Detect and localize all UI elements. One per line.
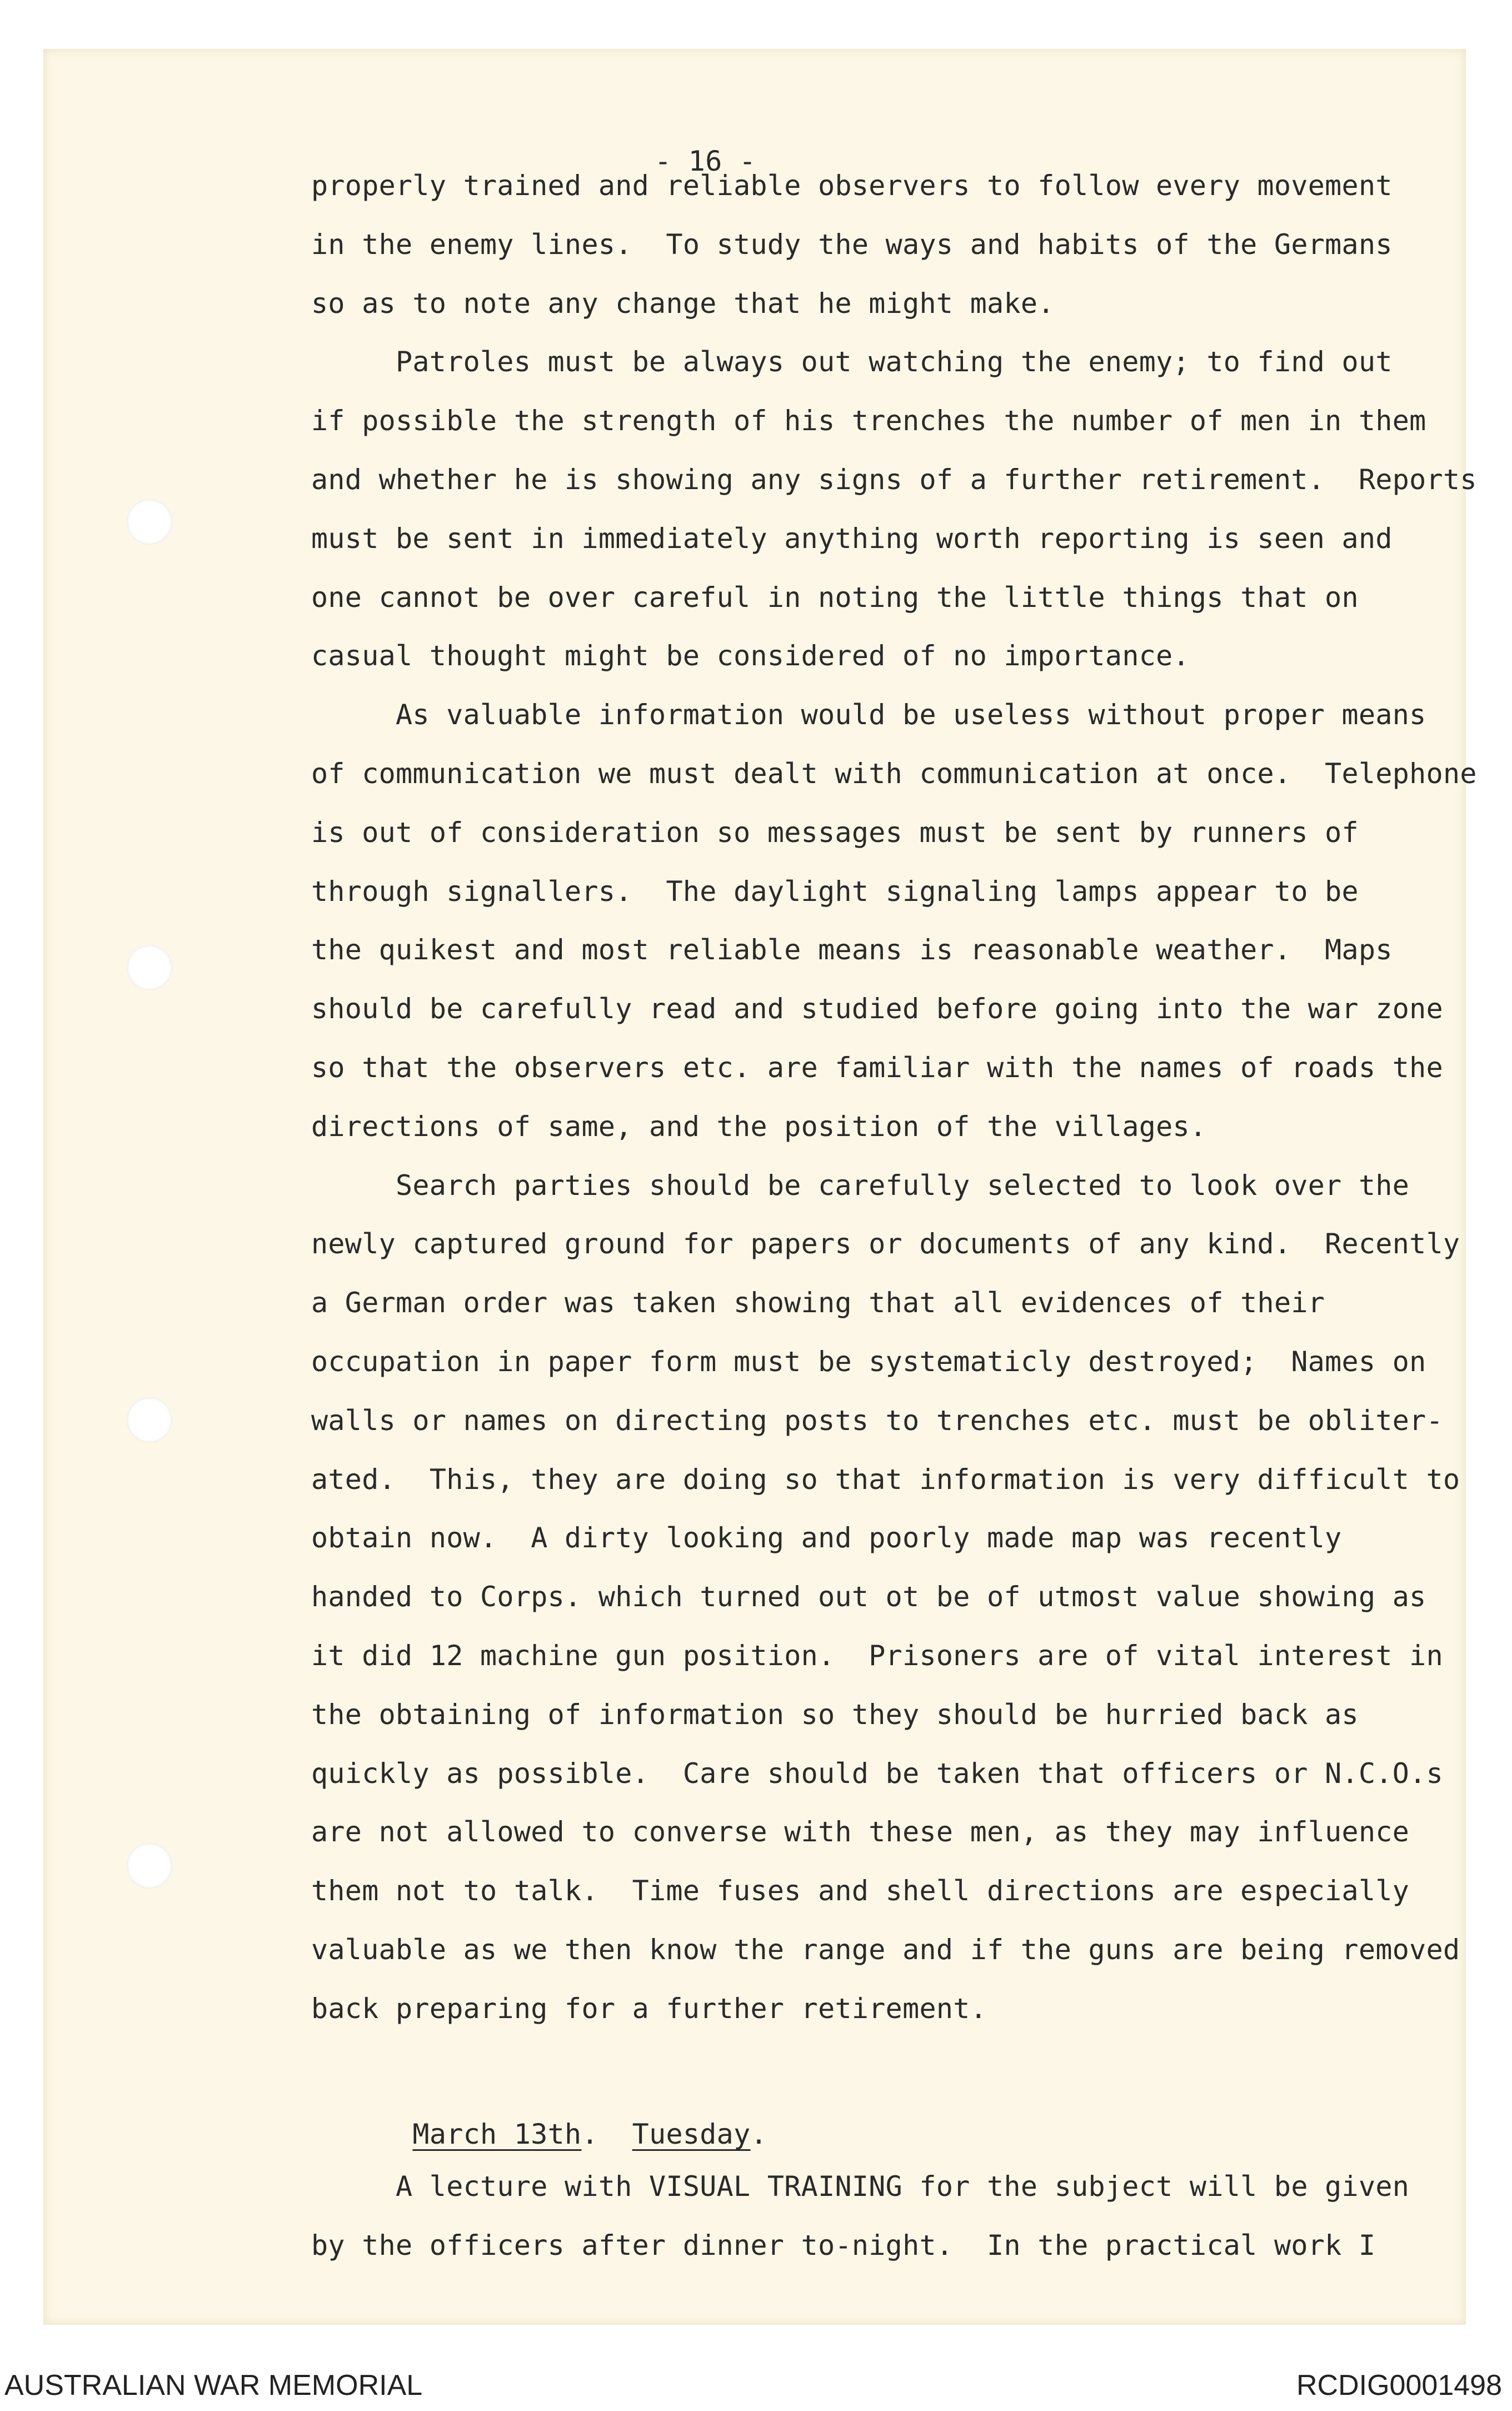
heading-day: Tuesday xyxy=(632,2118,751,2150)
footer-source: AUSTRALIAN WAR MEMORIAL xyxy=(4,2369,423,2402)
text-line: occupation in paper form must be systematicly destroyed; Names on xyxy=(311,1346,1426,1378)
text-line: them not to talk. Time fuses and shell directions are especially xyxy=(311,1875,1410,1907)
text-line: must be sent in immediately anything worth reporting is seen and xyxy=(311,522,1393,555)
page-number: - 16 - xyxy=(655,145,756,177)
punch-hole xyxy=(127,945,172,990)
text-line: ated. This, they are doing so that information is very difficult to xyxy=(311,1463,1460,1496)
text-line: if possible the strength of his trenches the number of men in them xyxy=(311,405,1426,437)
text-line: Search parties should be carefully selected to look over the xyxy=(396,1169,1410,1202)
document-page xyxy=(43,49,1477,2325)
heading-date: March 13th xyxy=(412,2118,582,2150)
text-line: a German order was taken showing that all evidences of their xyxy=(311,1287,1325,1319)
text-line: is out of consideration so messages must be sent by runners of xyxy=(311,816,1359,849)
text-line: the obtaining of information so they should be hurried back as xyxy=(311,1698,1359,1731)
text-line: back preparing for a further retirement. xyxy=(311,1992,987,2025)
text-line: newly captured ground for papers or documents of any kind. Recently xyxy=(311,1228,1460,1261)
text-line: valuable as we then know the range and if the guns are being removed xyxy=(311,1934,1460,1966)
text-line: quickly as possible. Care should be taken that officers or N.C.O.s xyxy=(311,1757,1443,1790)
text-line: obtain now. A dirty looking and poorly made map was recently xyxy=(311,1522,1342,1555)
text-line: are not allowed to converse with these men, as they may influence xyxy=(311,1816,1410,1849)
text-line: of communication we must dealt with communication at once. Telephone xyxy=(311,758,1477,790)
section-heading xyxy=(311,2084,767,2184)
text-line: properly trained and reliable observers to follow every movement xyxy=(311,170,1393,202)
text-line: so as to note any change that he might make. xyxy=(311,287,1055,320)
heading-separator: . xyxy=(581,2118,632,2150)
text-line: by the officers after dinner to-night. In the practical work I xyxy=(311,2229,1376,2261)
text-line: in the enemy lines. To study the ways and habits of the Germans xyxy=(311,228,1393,261)
text-line: so that the observers etc. are familiar with the names of roads the xyxy=(311,1052,1443,1084)
punch-hole xyxy=(127,1397,172,1443)
text-line: handed to Corps. which turned out ot be of utmost value showing as xyxy=(311,1581,1426,1613)
punch-hole xyxy=(127,499,172,545)
text-line: As valuable information would be useless without proper means xyxy=(396,699,1426,731)
heading-period: . xyxy=(750,2118,767,2150)
text-line: Patroles must be always out watching the enemy; to find out xyxy=(396,346,1393,378)
text-line: should be carefully read and studied before going into the war zone xyxy=(311,993,1443,1025)
text-line: and whether he is showing any signs of a further retirement. Reports xyxy=(311,464,1477,496)
punch-hole xyxy=(127,1843,172,1889)
text-line: A lecture with VISUAL TRAINING for the subject will be given xyxy=(396,2170,1410,2203)
footer-identifier: RCDIG0001498 xyxy=(1296,2369,1502,2402)
text-line: casual thought might be considered of no importance. xyxy=(311,640,1190,673)
text-line: directions of same, and the position of the villages. xyxy=(311,1110,1207,1143)
text-line: walls or names on directing posts to trenches etc. must be obliter- xyxy=(311,1404,1443,1437)
text-line: through signallers. The daylight signaling lamps appear to be xyxy=(311,875,1359,908)
text-line: one cannot be over careful in noting the little things that on xyxy=(311,581,1359,614)
text-line: it did 12 machine gun position. Prisoners are of vital interest in xyxy=(311,1640,1443,1672)
text-line: the quikest and most reliable means is reasonable weather. Maps xyxy=(311,934,1393,967)
